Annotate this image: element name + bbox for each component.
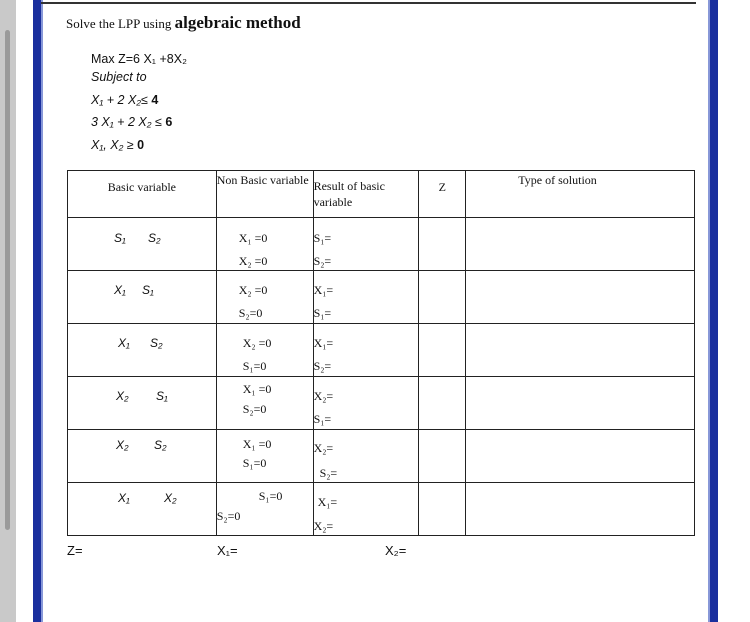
z-cell[interactable]: [419, 324, 466, 377]
header-rule: [41, 2, 696, 4]
constraint-2-rhs: 6: [165, 115, 173, 129]
right-margin: [720, 0, 750, 622]
nonbasic-eq-1: X₂ =0: [238, 283, 268, 297]
basic-var-b: S₁: [156, 389, 168, 403]
basic-var-b: S₂: [148, 231, 161, 245]
basic-var-a: X₁: [114, 283, 126, 297]
title-bold: algebraic method: [174, 13, 301, 32]
basic-var-b: S₂: [154, 438, 167, 452]
header-nonbasic-variable: Non Basic variable: [216, 171, 313, 218]
z-cell[interactable]: [419, 377, 466, 430]
nonbasic-eq-2: S₂=0: [238, 306, 263, 320]
nonbasic-eq-2: S₁=0: [242, 456, 267, 470]
constraint-2-lhs: 3 X₁ + 2 X₂ ≤: [91, 115, 162, 129]
nonnegativity-constraint: [91, 138, 144, 152]
z-cell[interactable]: [419, 483, 466, 536]
table-row: [68, 430, 695, 483]
result-1: X₂=: [313, 389, 334, 403]
nonneg-rhs: 0: [137, 138, 145, 152]
page-title: [66, 13, 301, 33]
basic-var-a: X₂: [116, 389, 129, 403]
nonbasic-eq-1: X₁ =0: [242, 437, 272, 451]
basic-var-b: S₁: [142, 283, 154, 297]
header-type-of-solution: Type of solution: [466, 171, 695, 218]
table-row: [68, 483, 695, 536]
type-cell[interactable]: [466, 430, 695, 483]
nonbasic-eq-2: S₂=0: [242, 402, 267, 416]
nonneg-lhs: X₁, X₂ ≥: [91, 138, 134, 152]
nonbasic-eq-2: X₂ =0: [238, 254, 268, 268]
basic-var-a: X₂: [116, 438, 129, 452]
title-plain: Solve the LPP using: [66, 16, 172, 31]
result-1: X₂=: [313, 441, 334, 455]
header-result: Result of basic variable: [313, 171, 419, 218]
page-border-right: [708, 0, 718, 622]
table-row: [68, 377, 695, 430]
nonbasic-eq-1: X₂ =0: [242, 336, 272, 350]
nonbasic-eq-1: S₁=0: [258, 489, 283, 503]
result-2: S₂=: [319, 466, 338, 480]
z-cell[interactable]: [419, 218, 466, 271]
type-cell[interactable]: [466, 483, 695, 536]
table-row: [68, 324, 695, 377]
type-cell[interactable]: [466, 377, 695, 430]
result-1: S₁=: [313, 231, 332, 245]
type-cell[interactable]: [466, 271, 695, 324]
result-2: S₂=: [313, 254, 332, 268]
header-z: Z: [419, 171, 466, 218]
result-2: S₁=: [313, 412, 332, 426]
result-1: X₁=: [313, 336, 334, 350]
scrollbar-thumb[interactable]: [5, 30, 10, 530]
table-header-row: [68, 171, 695, 218]
page-border-left: [33, 0, 43, 622]
objective-function: Max Z=6 X₁ +8X₂: [91, 52, 187, 66]
result-1: X₁=: [313, 283, 334, 297]
nonbasic-eq-1: X₁ =0: [238, 231, 268, 245]
basic-var-a: S₁: [114, 231, 126, 245]
constraint-2: [91, 115, 172, 129]
nonbasic-eq-1: X₁ =0: [242, 382, 272, 396]
scrollbar-track[interactable]: [0, 0, 16, 622]
constraint-1-lhs: X₁ + 2 X₂≤: [91, 93, 148, 107]
footer-x1: X₁=: [217, 543, 238, 558]
basic-var-b: X₂: [164, 491, 177, 505]
constraint-1-rhs: 4: [151, 93, 159, 107]
result-2: S₁=: [313, 306, 332, 320]
subject-to-label: Subject to: [91, 70, 147, 84]
result-1: X₁=: [317, 495, 338, 509]
z-cell[interactable]: [419, 430, 466, 483]
lpp-table: [67, 170, 695, 536]
type-cell[interactable]: [466, 324, 695, 377]
nonbasic-eq-2: S₁=0: [242, 359, 267, 373]
type-cell[interactable]: [466, 218, 695, 271]
footer-z: Z=: [67, 543, 83, 558]
basic-var-b: S₂: [150, 336, 163, 350]
basic-var-a: X₁: [118, 491, 130, 505]
result-2: X₂=: [313, 519, 334, 533]
z-cell[interactable]: [419, 271, 466, 324]
basic-var-a: X₁: [118, 336, 130, 350]
table-row: [68, 218, 695, 271]
table-row: [68, 271, 695, 324]
result-2: S₂=: [313, 359, 332, 373]
constraint-1: [91, 93, 158, 107]
nonbasic-eq-2: S₂=0: [216, 509, 241, 523]
header-basic-variable: Basic variable: [68, 171, 217, 218]
footer-x2: X₂=: [385, 543, 407, 558]
